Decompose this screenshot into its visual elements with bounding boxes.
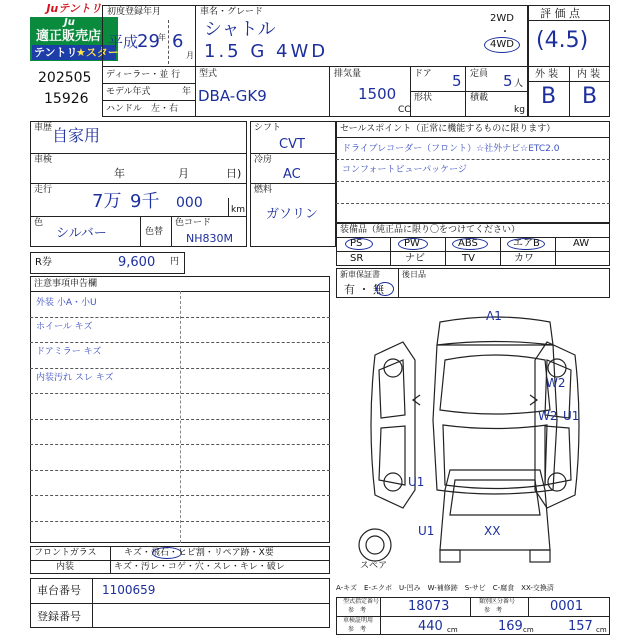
damage-mark-w2-roof: W2 [538, 409, 558, 423]
sales-line-1: ドライブレコーダー（フロント）☆社外ナビ☆ETC2.0 [342, 144, 560, 154]
equip-abs: ABS [458, 238, 478, 249]
reg-month: 6 [172, 31, 184, 52]
class-number: 0001 [550, 599, 584, 614]
cc-unit: CC [398, 105, 411, 115]
equip-aw: AW [573, 238, 590, 249]
displacement: 1500 [358, 85, 397, 103]
sales-line-2: コンフォートビューパッケージ [342, 165, 467, 175]
fuel-label: 燃料 [254, 185, 273, 195]
score-label: 評 価 点 [540, 7, 580, 20]
damage-mark-a1: A1 [486, 309, 502, 323]
inspection-day-unit: 日) [226, 167, 242, 180]
color-code: NH830M [186, 232, 233, 245]
shift-label: シフト [254, 123, 282, 133]
label-2wd: 2WD [490, 13, 514, 24]
era: 平成 [108, 33, 139, 51]
ext-label: 外 装 [535, 69, 559, 80]
capacity: 5 [503, 72, 513, 90]
reg-type-label: 車歴 [34, 123, 53, 133]
note-item-1: 外装 小A・小U [36, 298, 97, 308]
note-item-2: ホイール キズ [36, 322, 93, 332]
warranty-label: 新車保証書 [340, 270, 380, 279]
equip-navi: ナビ [405, 253, 425, 264]
ext-grade: B [541, 84, 557, 109]
model-code: DBA-GK9 [198, 87, 267, 105]
month-unit: 月 [186, 51, 194, 60]
shape-label: 形状 [414, 93, 433, 103]
inspection-year-unit: 年 [114, 167, 125, 180]
height: 157 [568, 619, 593, 634]
logo-tentori: テントリ [34, 46, 78, 59]
model-year-unit: 年 [182, 87, 192, 97]
equip-leather: カワ [514, 253, 534, 264]
regno-label: 登録番号 [37, 610, 81, 623]
grade: 1.5 G 4WD [204, 41, 329, 62]
color-change-label: 色替 [145, 227, 164, 237]
cap-unit: 人 [514, 79, 524, 89]
damage-mark-u1-left: U1 [408, 475, 425, 489]
load-label: 積載 [470, 93, 489, 103]
year-unit: 年 [158, 33, 166, 42]
notes-label: 注意事項申告欄 [34, 279, 98, 289]
mileage-sen: 9千 [130, 191, 160, 212]
recycle-label: R券 [35, 257, 52, 268]
shift: CVT [279, 137, 305, 152]
model-year-label: モデル年式 [106, 87, 151, 97]
equip-pw: PW [404, 238, 420, 249]
ac-label: 冷房 [254, 155, 273, 165]
mileage-man: 7万 [92, 191, 122, 212]
width-unit: cm [523, 626, 534, 634]
km-unit: km [231, 205, 245, 215]
car-diagram [345, 300, 605, 570]
spare-label: スペア [360, 561, 388, 571]
equip-ps: PS [350, 238, 363, 249]
glass-options: キズ・飛石・ヒビ割・リペア跡・X要 [124, 548, 274, 558]
int-label: 内 装 [577, 69, 601, 80]
interior-label: 内装 [56, 562, 75, 572]
car-name: シャトル [204, 19, 276, 40]
damage-mark-xx: XX [484, 524, 501, 538]
ac: AC [283, 167, 301, 182]
glass-label: フロントガラス [34, 548, 97, 558]
recycle-unit: 円 [170, 257, 180, 267]
interior-options: キズ・汚レ・コゲ・穴・スレ・キレ・破レ [114, 562, 285, 572]
logo-brand: Juテントリ [30, 3, 118, 16]
height-unit: cm [596, 626, 607, 634]
chassis-number: 1100659 [102, 583, 156, 597]
mileage-label: 走行 [34, 185, 53, 195]
recycle-box [30, 252, 185, 274]
equip-tv: TV [462, 253, 475, 264]
sales-label: セールスポイント（正常に機能するものに限ります） [340, 124, 556, 134]
dealer-label: ディーラー・並 行 [106, 70, 181, 80]
kg-unit: kg [514, 105, 525, 115]
model-spec-ref: 参 考 [348, 607, 367, 614]
car-name-label: 車名・グレード [200, 7, 264, 17]
equip-sr: SR [350, 253, 364, 264]
damage-mark-w2-right: W2 [546, 376, 566, 390]
overall-score: (4.5) [536, 28, 589, 53]
equip-label: 装備品（純正品に限り〇をつけてください） [340, 225, 521, 235]
chassis-label: 車台番号 [37, 584, 81, 597]
color-code-label: 色コード [175, 218, 212, 228]
dims-ref: 参 考 [348, 626, 367, 633]
recycle-fee: 9,600 [118, 255, 156, 270]
first-reg-label: 初度登録年月 [107, 7, 162, 17]
door-count: 5 [452, 72, 462, 90]
label-dot: ・ [500, 27, 510, 38]
later-items-label: 後日品 [402, 270, 426, 279]
door-label: ドア [414, 69, 432, 79]
cap-label: 定員 [470, 69, 489, 79]
note-item-3: ドアミラー キズ [36, 347, 102, 357]
color: シルバー [56, 226, 107, 241]
damage-mark-u1-rear: U1 [418, 524, 435, 538]
note-item-4: 内装汚れ スレ キズ [36, 373, 114, 383]
class-label: 類別区分番号 [479, 598, 516, 605]
label-4wd: 4WD [490, 39, 514, 50]
int-grade: B [582, 84, 598, 109]
warranty-value: 有 ・ 無 [344, 283, 384, 296]
mileage-rest: 000 [176, 195, 203, 211]
model-spec-label: 型式指定番号 [343, 598, 380, 605]
width: 169 [498, 619, 523, 634]
model-label: 型式 [199, 69, 218, 79]
logo-star: ★スター [76, 46, 119, 59]
dims-label: 車検証明用 [343, 617, 374, 624]
reg-type: 自家用 [52, 126, 101, 145]
damage-legend: A-キズ E-エクボ U-凹み W-補修跡 S-サビ C-腐食 XX-交換済 [336, 584, 554, 592]
length-unit: cm [447, 626, 458, 634]
logo-store: 適正販売店 [36, 29, 102, 44]
inspection-month-unit: 月 [178, 167, 189, 180]
class-ref: 参 考 [484, 607, 503, 614]
damage-mark-u1-roof: U1 [563, 409, 580, 423]
lot-number-2: 15926 [44, 91, 89, 107]
inspection-label: 車検 [34, 155, 53, 165]
notes-divider [180, 291, 181, 543]
logo-ju: Ju [64, 17, 75, 28]
fuel: ガソリン [266, 207, 319, 222]
reg-year: 29 [137, 31, 160, 52]
length: 440 [418, 619, 443, 634]
disp-label: 排気量 [334, 69, 362, 79]
handle-label: ハンドル 左・右 [106, 104, 179, 114]
model-spec-number: 18073 [408, 599, 450, 614]
equip-airbag: エアB [513, 238, 540, 249]
lot-number-1: 202505 [38, 70, 92, 86]
color-label: 色 [34, 218, 44, 228]
